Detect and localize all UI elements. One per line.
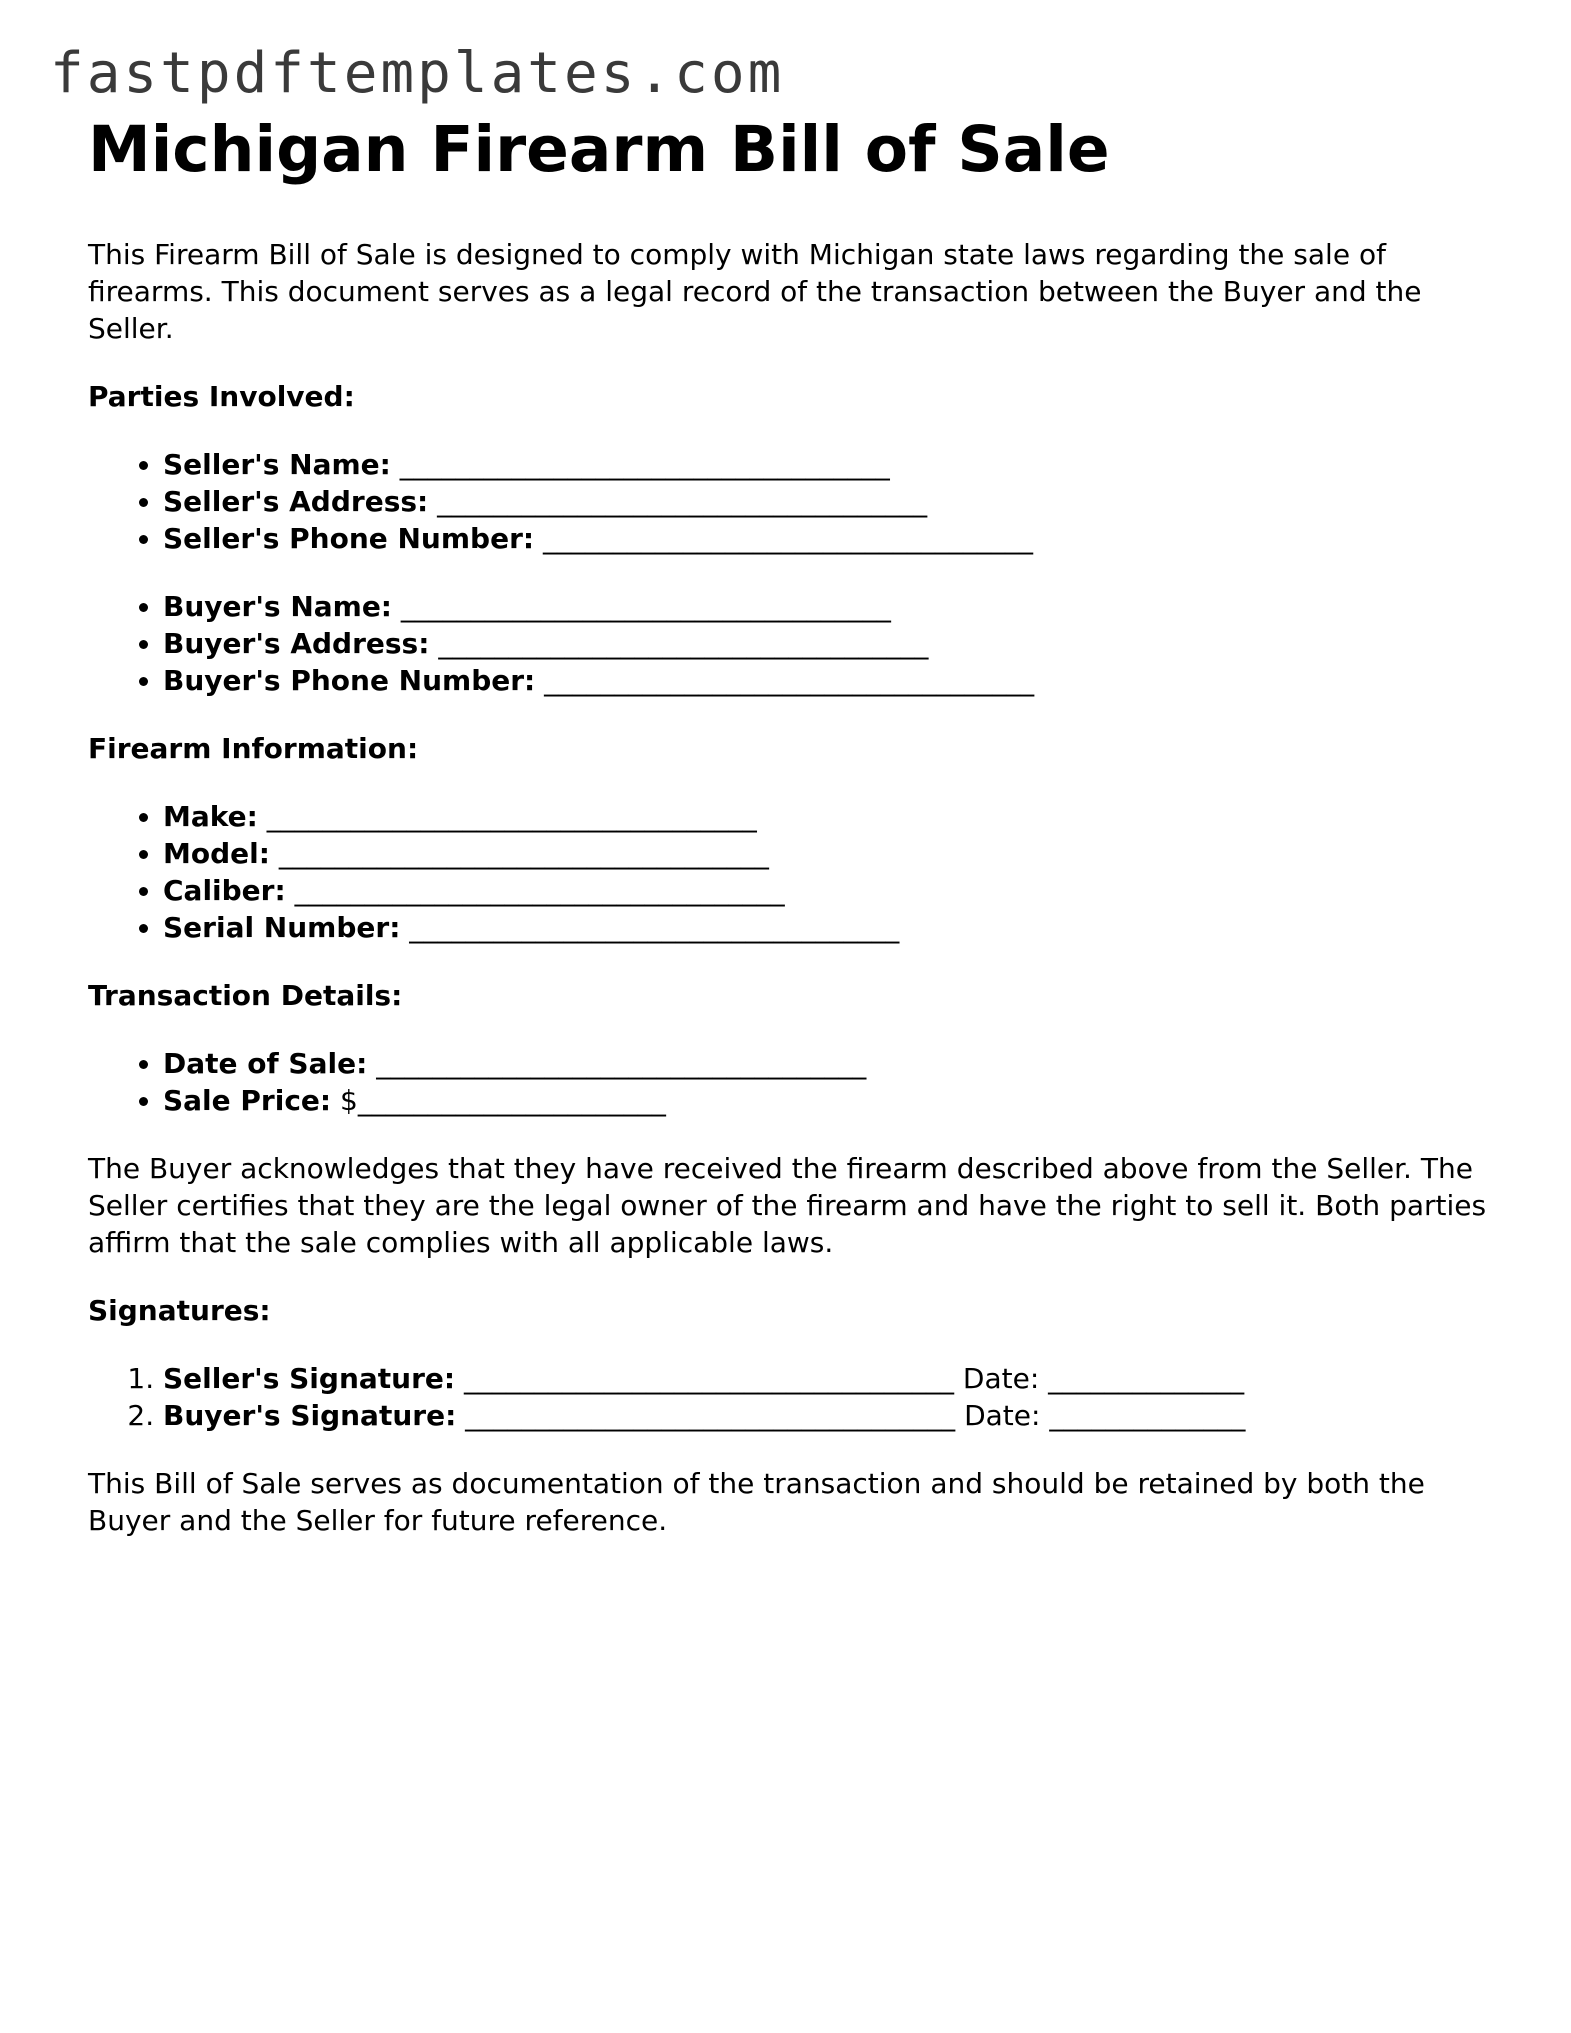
- fill-in-blank[interactable]: ___________________________________: [543, 522, 1033, 555]
- seller-fields-list: [88, 446, 1488, 557]
- field-label: Model:: [163, 837, 270, 870]
- fill-in-blank[interactable]: ___________________________________: [278, 837, 769, 870]
- seller-name-field[interactable]: [163, 446, 1488, 483]
- firearm-heading: Firearm Information:: [88, 732, 419, 765]
- field-label: Sale Price:: [163, 1084, 332, 1117]
- closing-paragraph: This Bill of Sale serves as documentation of the transaction and should be retained by both the Buyer and the Seller for future reference.: [88, 1467, 1425, 1537]
- watermark-text: fastpdftemplates.com: [50, 41, 785, 106]
- field-label: Seller's Name:: [163, 448, 391, 481]
- field-label: Caliber:: [163, 874, 286, 907]
- parties-heading: Parties Involved:: [88, 380, 355, 413]
- fill-in-blank[interactable]: ___________________________________: [438, 627, 929, 660]
- fill-in-blank[interactable]: ___________________________________: [437, 485, 928, 518]
- fill-in-blank[interactable]: ___________________________________: [409, 911, 900, 944]
- field-label: Date of Sale:: [163, 1047, 368, 1080]
- field-label: Buyer's Signature:: [163, 1399, 457, 1432]
- field-label: Seller's Phone Number:: [163, 522, 535, 555]
- signature-blank[interactable]: ___________________________________: [465, 1399, 956, 1432]
- signatures-list: [88, 1360, 1488, 1434]
- transaction-heading: Transaction Details:: [88, 979, 403, 1012]
- model-field[interactable]: [163, 835, 1488, 872]
- fill-in-blank[interactable]: ___________________________________: [294, 874, 785, 907]
- acknowledgement-paragraph: The Buyer acknowledges that they have received the firearm described above from the Seller. The Seller certifies that they are the legal owner of the firearm and have the right to sell it. Both parties affirm that the sale complies with all applicable laws.: [88, 1152, 1487, 1259]
- seller-phone-field[interactable]: [163, 520, 1488, 557]
- intro-paragraph: This Firearm Bill of Sale is designed to comply with Michigan state laws regarding the sale of firearms. This document serves as a legal record of the transaction between the Buyer and the Seller.: [88, 238, 1422, 345]
- date-label: Date:: [962, 1362, 1040, 1395]
- field-label: Buyer's Address:: [163, 627, 430, 660]
- caliber-field[interactable]: [163, 872, 1488, 909]
- seller-address-field[interactable]: [163, 483, 1488, 520]
- field-label: Seller's Address:: [163, 485, 429, 518]
- buyer-fields-list: [88, 588, 1488, 699]
- date-of-sale-field[interactable]: [163, 1045, 1488, 1082]
- fill-in-blank[interactable]: ___________________________________: [544, 664, 1035, 697]
- field-label: Seller's Signature:: [163, 1362, 456, 1395]
- field-label: Serial Number:: [163, 911, 401, 944]
- transaction-fields-list: [88, 1045, 1488, 1119]
- buyer-signature-field[interactable]: [163, 1397, 1488, 1434]
- date-blank[interactable]: ______________: [1048, 1362, 1245, 1395]
- firearm-fields-list: [88, 798, 1488, 946]
- signatures-heading: Signatures:: [88, 1294, 271, 1327]
- date-blank[interactable]: ______________: [1049, 1399, 1246, 1432]
- buyer-address-field[interactable]: [163, 625, 1488, 662]
- field-label: Buyer's Phone Number:: [163, 664, 536, 697]
- seller-signature-field[interactable]: [163, 1360, 1488, 1397]
- sale-price-field[interactable]: [163, 1082, 1488, 1119]
- make-field[interactable]: [163, 798, 1488, 835]
- signature-blank[interactable]: ___________________________________: [464, 1362, 954, 1395]
- fill-in-blank[interactable]: $______________________: [340, 1084, 666, 1117]
- page-title: Michigan Firearm Bill of Sale: [88, 113, 1110, 186]
- document-page: [88, 110, 1488, 1539]
- buyer-phone-field[interactable]: [163, 662, 1488, 699]
- field-label: Make:: [163, 800, 258, 833]
- serial-number-field[interactable]: [163, 909, 1488, 946]
- date-label: Date:: [964, 1399, 1041, 1432]
- fill-in-blank[interactable]: ___________________________________: [400, 590, 891, 623]
- fill-in-blank[interactable]: ___________________________________: [376, 1047, 867, 1080]
- buyer-name-field[interactable]: [163, 588, 1488, 625]
- fill-in-blank[interactable]: ___________________________________: [399, 448, 890, 481]
- fill-in-blank[interactable]: ___________________________________: [266, 800, 757, 833]
- field-label: Buyer's Name:: [163, 590, 393, 623]
